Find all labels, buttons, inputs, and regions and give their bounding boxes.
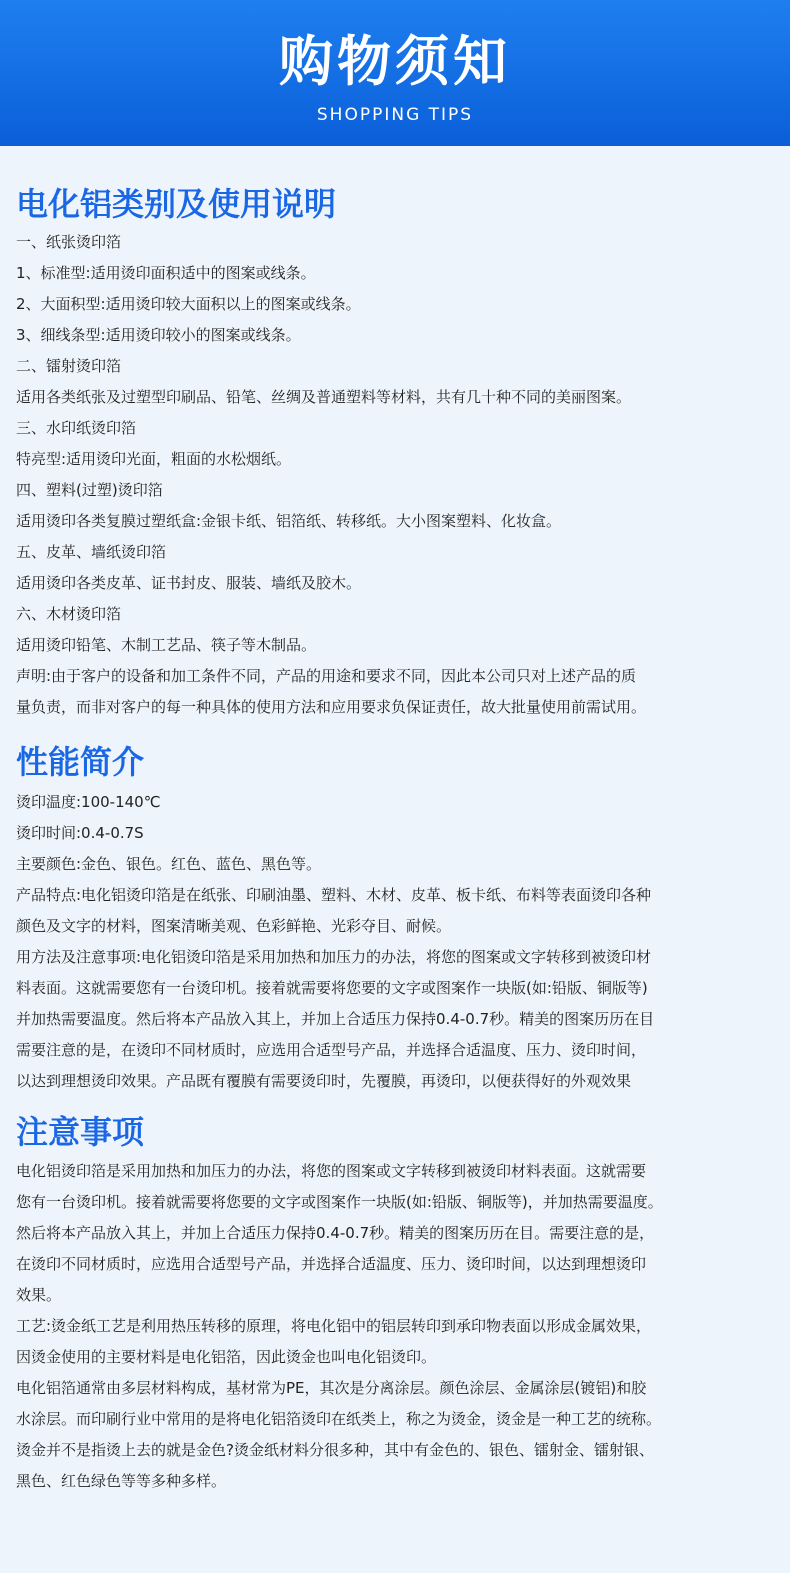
text-line: 适用烫印各类复膜过塑纸盒:金银卡纸、铝箔纸、转移纸。大小图案塑料、化妆盒。 [16,512,562,530]
text-line: 3、细线条型:适用烫印较小的图案或线条。 [16,326,301,344]
text-line: 1、标准型:适用烫印面积适中的图案或线条。 [16,264,316,282]
text-line: 需要注意的是，在烫印不同材质时，应选用合适型号产品，并选择合适温度、压力、烫印时间， [16,1041,647,1059]
text-line: 量负责，而非对客户的每一种具体的使用方法和应用要求负保证责任，故大批量使用前需试用。 [16,698,647,716]
section-body [16,1156,778,1497]
section-notes [16,1110,778,1497]
text-line: 在烫印不同材质时，应选用合适型号产品，并选择合适温度、压力、烫印时间，以达到理想烫印 [16,1255,647,1273]
text-line: 烫金并不是指烫上去的就是金色?烫金纸材料分很多种，其中有金色的、银色、镭射金、镭射银、 [16,1441,654,1459]
text-line: 适用各类纸张及过塑型印刷品、铅笔、丝绸及普通塑料等材料，共有几十种不同的美丽图案。 [16,388,632,406]
text-line: 电化铝箔通常由多层材料构成，基材常为PE，其次是分离涂层。颜色涂层、金属涂层(镀铝)和胶 [16,1379,647,1397]
page-title: 购物须知 [279,30,511,93]
text-line: 效果。 [16,1286,62,1304]
section-body [16,787,778,1097]
text-line: 因烫金使用的主要材料是电化铝箔，因此烫金也叫电化铝烫印。 [16,1348,437,1366]
text-line: 适用烫印铅笔、木制工艺品、筷子等木制品。 [16,636,317,654]
text-line: 颜色及文字的材料，图案清晰美观、色彩鲜艳、光彩夺目、耐候。 [16,917,452,935]
section-body [16,227,778,723]
text-line: 以达到理想烫印效果。产品既有覆膜有需要烫印时，先覆膜，再烫印，以便获得好的外观效果 [16,1072,632,1090]
page-subtitle: SHOPPING TIPS [316,105,474,125]
text-line: 2、大面积型:适用烫印较大面积以上的图案或线条。 [16,295,361,313]
text-line: 一、纸张烫印箔 [16,233,122,251]
text-line: 您有一台烫印机。接着就需要将您要的文字或图案作一块版(如:铅版、铜版等)，并加热需要温度。 [16,1193,663,1211]
text-line: 烫印时间:0.4-0.7S [16,824,144,842]
text-line: 二、镭射烫印箔 [16,357,122,375]
section-title: 性能简介 [16,743,145,781]
text-line: 电化铝烫印箔是采用加热和加压力的办法，将您的图案或文字转移到被烫印材料表面。这就需要 [16,1162,647,1180]
text-line: 特亮型:适用烫印光面，粗面的水松烟纸。 [16,450,292,468]
text-line: 产品特点:电化铝烫印箔是在纸张、印刷油墨、塑料、木材、皮革、板卡纸、布料等表面烫印各种 [16,886,652,904]
text-line: 然后将本产品放入其上，并加上合适压力保持0.4-0.7秒。精美的图案历历在目。需要注意的是， [16,1224,655,1242]
text-line: 主要颜色:金色、银色。红色、蓝色、黑色等。 [16,855,322,873]
text-line: 工艺:烫金纸工艺是利用热压转移的原理，将电化铝中的铝层转印到承印物表面以形成金属效果， [16,1317,652,1335]
text-line: 并加热需要温度。然后将本产品放入其上，并加上合适压力保持0.4-0.7秒。精美的图案历历在目 [16,1010,655,1028]
text-line: 三、水印纸烫印箔 [16,419,137,437]
section-foil-types [16,182,778,723]
text-line: 适用烫印各类皮革、证书封皮、服装、墙纸及胶木。 [16,574,362,592]
text-line: 黑色、红色绿色等等多种多样。 [16,1472,227,1490]
page-header [0,0,790,146]
text-line: 四、塑料(过塑)烫印箔 [16,481,163,499]
text-line: 水涂层。而印刷行业中常用的是将电化铝箔烫印在纸类上，称之为烫金，烫金是一种工艺的统称。 [16,1410,662,1428]
text-line: 五、皮革、墙纸烫印箔 [16,543,167,561]
text-line: 用方法及注意事项:电化铝烫印箔是采用加热和加压力的办法，将您的图案或文字转移到被烫印材 [16,948,652,966]
section-title: 注意事项 [16,1113,145,1151]
section-performance [16,740,778,1097]
text-line: 六、木材烫印箔 [16,605,122,623]
text-line: 烫印温度:100-140℃ [16,793,161,811]
text-line: 声明:由于客户的设备和加工条件不同，产品的用途和要求不同，因此本公司只对上述产品的质 [16,667,637,685]
section-title: 电化铝类别及使用说明 [16,185,337,223]
text-line: 料表面。这就需要您有一台烫印机。接着就需要将您要的文字或图案作一块版(如:铅版、铜版等) [16,979,648,997]
